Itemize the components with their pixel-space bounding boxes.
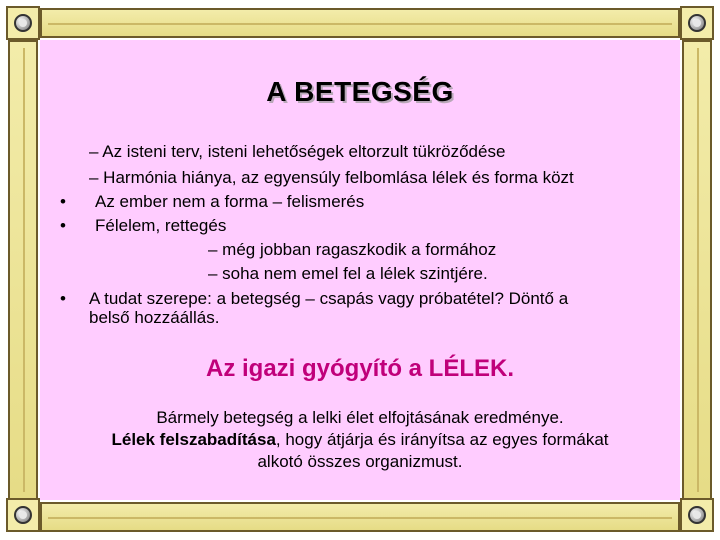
slide-title: A BETEGSÉG <box>266 76 454 107</box>
closing-text: , hogy átjárja és irányítsa az egyes formákat <box>275 430 609 449</box>
closing-paragraph <box>60 407 660 473</box>
bullet-text: Az ember nem a forma – felismerés <box>95 192 365 211</box>
closing-line: Bármely betegség a lelki élet elfojtásának eredménye. <box>156 408 564 427</box>
bullet-text: A tudat szerepe: a betegség – csapás vagy próbatétel? Döntő a <box>89 289 569 308</box>
text-line: – Harmónia hiánya, az egyensúly felbomlása lélek és forma közt <box>89 168 574 187</box>
bullet-text: belső hozzáállás. <box>89 308 220 327</box>
closing-emphasis: Lélek felszabadítása <box>111 430 276 449</box>
bullet-icon: • <box>60 216 66 235</box>
text-line: – Az isteni terv, isteni lehetőségek eltorzult tükröződése <box>89 142 506 161</box>
highlight-statement: Az igazi gyógyító a LÉLEK. <box>205 355 515 382</box>
text-line: – még jobban ragaszkodik a formához <box>208 240 497 259</box>
bullet-icon: • <box>60 192 66 211</box>
bullet-icon: • <box>60 289 66 308</box>
closing-line <box>60 429 660 451</box>
closing-line: alkotó összes organizmust. <box>257 452 463 471</box>
text-line: – soha nem emel fel a lélek szintjére. <box>208 264 488 283</box>
bullet-text: Félelem, rettegés <box>95 216 227 235</box>
